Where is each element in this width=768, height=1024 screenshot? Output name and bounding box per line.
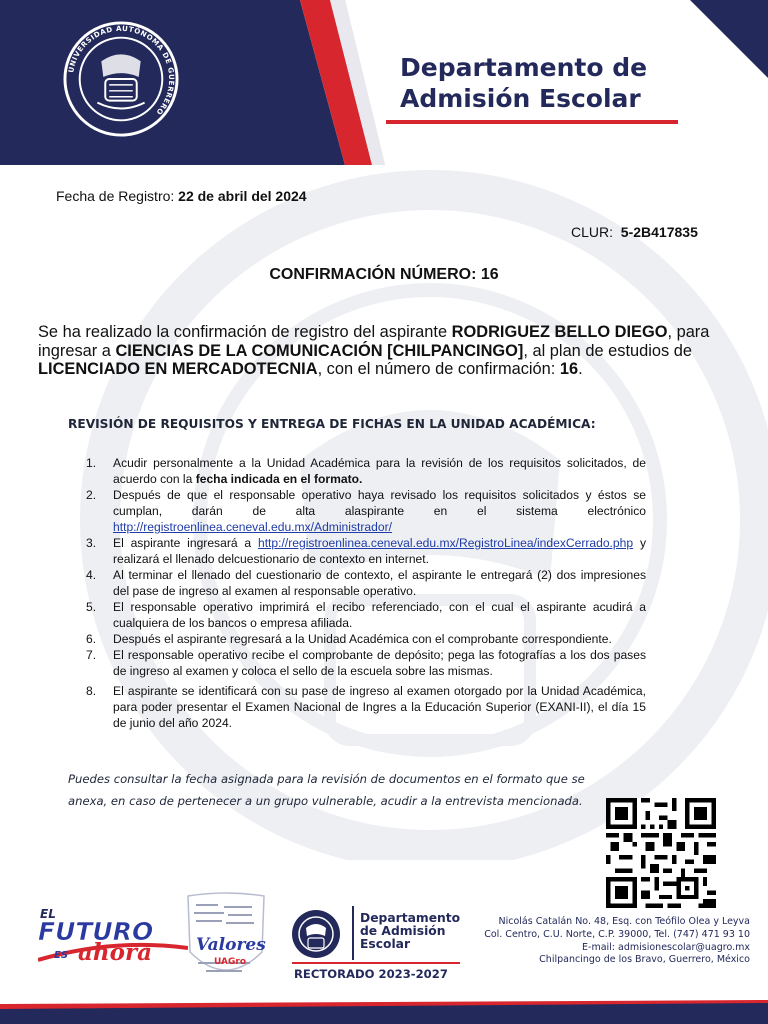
step-text: Al terminar el llenado del cuestionario de contexto, el aspirante le entregará (2) dos impresiones del pase de ingreso al examen al responsable operativo. bbox=[113, 568, 646, 598]
university-seal-icon bbox=[62, 20, 180, 138]
paragraph-text: , al plan de estudios de bbox=[523, 341, 692, 360]
dept-title-line2: Admisión Escolar bbox=[400, 84, 641, 113]
step-text: Después el aspirante regresará a la Unidad Académica con el comprobante correspondiente. bbox=[113, 632, 612, 646]
step-number: 8. bbox=[86, 684, 97, 698]
footer-bottom-bar bbox=[0, 1000, 768, 1024]
step-item bbox=[86, 683, 646, 731]
step-number: 2. bbox=[86, 488, 97, 502]
svg-text:ahora: ahora bbox=[78, 939, 152, 966]
step-number: 3. bbox=[86, 536, 97, 550]
paragraph-text: , con el número de confirmación: bbox=[317, 360, 560, 378]
academic-unit: CIENCIAS DE LA COMUNICACIÓN [CHILPANCINGO] bbox=[115, 341, 524, 360]
steps-list bbox=[86, 455, 646, 731]
svg-text:UAGro: UAGro bbox=[214, 957, 247, 967]
footer-university-seal-icon bbox=[290, 908, 342, 960]
step-text: El aspirante ingresará a bbox=[113, 536, 258, 550]
clur-code bbox=[571, 224, 698, 240]
confirmation-title: CONFIRMACIÓN NÚMERO: 16 bbox=[269, 266, 499, 283]
step-text: El aspirante se identificará con su pase de ingreso al examen otorgado por la Unidad Académica, para poder presentar el Examen Nacional de Ingres a la Educación Superior (EXANI-II), el día 15 de junio del año 2024. bbox=[113, 684, 646, 730]
footer-dept-line: Departamento bbox=[360, 911, 461, 925]
step-text: Acudir personalmente a la Unidad Académica para la revisión de los requisitos solicitados, de acuerdo con la bbox=[113, 456, 646, 486]
svg-text:Valores: Valores bbox=[196, 935, 266, 955]
applicant-name: RODRIGUEZ BELLO DIEGO bbox=[451, 323, 668, 341]
svg-text:FUTURO: FUTURO bbox=[38, 917, 154, 946]
step-item bbox=[86, 535, 646, 567]
step-item bbox=[86, 487, 646, 535]
address-line: Col. Centro, C.U. Norte, C.P. 39000, Tel. (747) 471 93 10 bbox=[484, 928, 750, 940]
footer-red-line bbox=[292, 962, 460, 964]
registro-linea-link[interactable]: http://registroenlinea.ceneval.edu.mx/RegistroLinea/indexCerrado.php bbox=[257, 536, 634, 550]
dept-title-line1: Departamento de bbox=[400, 53, 648, 82]
registration-date bbox=[56, 188, 307, 204]
registration-date-label: Fecha de Registro: bbox=[56, 188, 179, 204]
step-item bbox=[86, 647, 646, 679]
footer-divider bbox=[352, 906, 354, 960]
footer-dept-line: de Admisión bbox=[360, 924, 446, 938]
step-item bbox=[86, 455, 646, 487]
address-line: Nicolás Catalán No. 48, Esq. con Teófilo Olea y Leyva bbox=[498, 916, 750, 927]
footer-dept-line: Escolar bbox=[360, 937, 411, 951]
administrador-link[interactable]: http://registroenlinea.ceneval.edu.mx/Administrador/ bbox=[113, 520, 392, 534]
confirmation-number: 16 bbox=[559, 360, 579, 378]
step-bold-text: fecha indicada en el formato. bbox=[195, 472, 363, 486]
qr-code-icon[interactable] bbox=[606, 798, 716, 908]
step-number: 7. bbox=[86, 648, 97, 662]
step-number: 4. bbox=[86, 568, 97, 582]
svg-text:EL: EL bbox=[40, 907, 56, 921]
step-text: El responsable operativo imprimirá el recibo referenciado, con el cual el aspirante acudirá a cualquiera de los bancos o empresa afiliada. bbox=[113, 600, 646, 630]
clur-label: CLUR: bbox=[571, 224, 621, 240]
step-number: 5. bbox=[86, 600, 97, 614]
svg-text:UNIVERSIDAD AUTÓNOMA DE GUERRE: UNIVERSIDAD AUTÓNOMA DE GUERRERO bbox=[66, 23, 177, 118]
step-number: 6. bbox=[86, 632, 97, 646]
step-item bbox=[86, 599, 646, 631]
step-text: y realizará el llenado delcuestionario de contexto en internet. bbox=[113, 536, 646, 566]
rectorado-label: RECTORADO 2023-2027 bbox=[294, 967, 448, 981]
study-plan: LICENCIADO EN MERCADOTECNIA bbox=[38, 360, 318, 378]
step-text: Después de que el responsable operativo haya revisado los requisitos solicitados y éstos se cumplan, darán de alta alaspirante en el sistema electrónico bbox=[113, 488, 646, 518]
vulnerable-group-note: Puedes consultar la fecha asignada para la revisión de documentos en el formato que se anexa, en caso de pertenecer a un grupo vulnerable, acudir a la entrevista mencionada. bbox=[68, 772, 585, 808]
step-text: El responsable operativo recibe el comprobante de depósito; pega las fotografías a los dos pases de ingreso al examen y coloca el sello de la escuela sobre las mismas. bbox=[113, 648, 646, 678]
svg-text:ES: ES bbox=[54, 950, 69, 961]
email-address: E-mail: admisionescolar@uagro.mx bbox=[582, 941, 750, 953]
futuro-es-ahora-logo bbox=[38, 898, 188, 968]
confirmation-paragraph bbox=[38, 323, 728, 379]
clur-value: 5-2B417835 bbox=[620, 224, 698, 240]
address-line: Chilpancingo de los Bravo, Guerrero, México bbox=[539, 954, 750, 966]
contact-address bbox=[470, 916, 750, 967]
footer-department-name bbox=[360, 912, 460, 951]
paragraph-text: , para ingresar a bbox=[38, 323, 710, 360]
registration-date-value: 22 de abril del 2024 bbox=[178, 188, 307, 204]
step-item bbox=[86, 567, 646, 599]
department-title bbox=[400, 52, 700, 114]
step-number: 1. bbox=[86, 456, 97, 470]
paragraph-text: . bbox=[578, 360, 583, 378]
section-heading: REVISIÓN DE REQUISITOS Y ENTREGA DE FICHAS EN LA UNIDAD ACADÉMICA: bbox=[68, 417, 596, 431]
paragraph-text: Se ha realizado la confirmación de registro del aspirante bbox=[38, 323, 452, 341]
valores-shield-icon bbox=[178, 892, 274, 984]
step-item bbox=[86, 631, 646, 647]
